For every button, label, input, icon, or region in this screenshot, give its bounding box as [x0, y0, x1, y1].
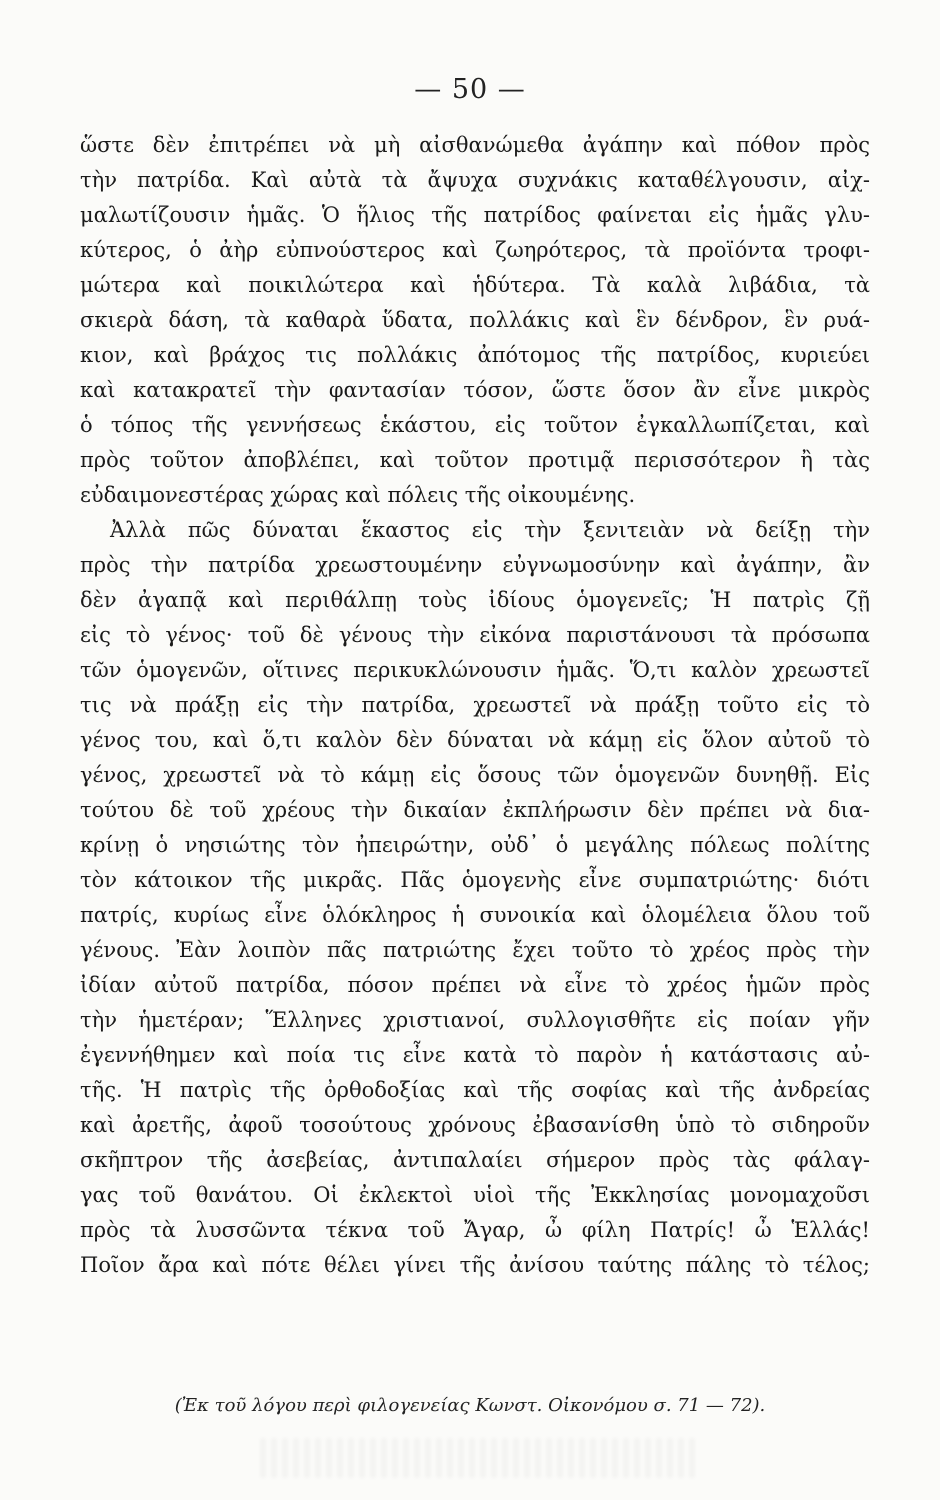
text-line: εἰς τὸ γένος· τοῦ δὲ γένους τὴν εἰκόνα παριστάνουσι τὰ πρόσωπα: [80, 623, 870, 647]
text-line: γένος, χρεωστεῖ νὰ τὸ κάμῃ εἰς ὅσους τῶν ὁμογενῶν δυνηθῇ. Εἰς: [80, 763, 870, 787]
text-line: μαλωτίζουσιν ἡμᾶς. Ὁ ἥλιος τῆς πατρίδος φαίνεται εἰς ἡμᾶς γλυ-: [80, 203, 870, 227]
text-line: πρὸς τοῦτον ἀποβλέπει, καὶ τοῦτον προτιμᾷ περισσότερον ἢ τὰς: [80, 448, 870, 472]
paragraph-1: [80, 128, 870, 513]
text-line: Ποῖον ἄρα καὶ πότε θέλει γίνει τῆς ἀνίσου ταύτης πάλης τὸ τέλος;: [80, 1253, 870, 1277]
text-line: ἰδίαν αὐτοῦ πατρίδα, πόσον πρέπει νὰ εἶνε τὸ χρέος ἡμῶν πρὸς: [80, 973, 870, 997]
text-line: καὶ κατακρατεῖ τὴν φαντασίαν τόσον, ὥστε ὅσον ἂν εἶνε μικρὸς: [80, 378, 870, 402]
body-text: [80, 128, 870, 1283]
text-line: τις νὰ πράξῃ εἰς τὴν πατρίδα, χρεωστεῖ νὰ πράξῃ τοῦτο εἰς τὸ: [80, 693, 870, 717]
text-line: δὲν ἀγαπᾷ καὶ περιθάλπῃ τοὺς ἰδίους ὁμογενεῖς; Ἡ πατρὶς ζῇ: [80, 588, 870, 612]
text-line: τὸν κάτοικον τῆς μικρᾶς. Πᾶς ὁμογενὴς εἶνε συμπατριώτης· διότι: [80, 868, 870, 892]
text-line: Ἀλλὰ πῶς δύναται ἕκαστος εἰς τὴν ξενιτειὰν νὰ δείξῃ τὴν: [110, 518, 870, 542]
text-line: μώτερα καὶ ποικιλώτερα καὶ ἡδύτερα. Τὰ καλὰ λιβάδια, τὰ: [80, 273, 870, 297]
text-line: εὐδαιμονεστέρας χώρας καὶ πόλεις τῆς οἰκουμένης.: [80, 483, 636, 507]
text-line: πατρίς, κυρίως εἶνε ὁλόκληρος ἡ συνοικία καὶ ὁλομέλεια ὅλου τοῦ: [80, 903, 870, 927]
text-line: γένους. Ἐὰν λοιπὸν πᾶς πατριώτης ἔχει τοῦτο τὸ χρέος πρὸς τὴν: [80, 938, 870, 962]
text-line: τὴν ἡμετέραν; Ἕλληνες χριστιανοί, συλλογισθῆτε εἰς ποίαν γῆν: [80, 1008, 870, 1032]
text-line: γας τοῦ θανάτου. Οἱ ἐκλεκτοὶ υἱοὶ τῆς Ἐκκλησίας μονομαχοῦσι: [80, 1183, 870, 1207]
text-line: ἐγεννήθημεν καὶ ποία τις εἶνε κατὰ τὸ παρὸν ἡ κατάστασις αὐ-: [80, 1043, 870, 1067]
source-citation: (Ἐκ τοῦ λόγου περὶ φιλογενείας Κωνστ. Οἰκονόμου σ. 71 — 72).: [174, 1395, 766, 1416]
text-line: τῆς. Ἡ πατρὶς τῆς ὀρθοδοξίας καὶ τῆς σοφίας καὶ τῆς ἀνδρείας: [80, 1078, 870, 1102]
text-line: γένος του, καὶ ὅ,τι καλὸν δὲν δύναται νὰ κάμῃ εἰς ὅλον αὐτοῦ τὸ: [80, 728, 870, 752]
text-line: καὶ ἀρετῆς, ἀφοῦ τοσούτους χρόνους ἐβασανίσθη ὑπὸ τὸ σιδηροῦν: [80, 1113, 870, 1137]
text-line: τὴν πατρίδα. Καὶ αὐτὰ τὰ ἄψυχα συχνάκις καταθέλγουσιν, αἰχ-: [80, 168, 870, 192]
text-line: τούτου δὲ τοῦ χρέους τὴν δικαίαν ἐκπλήρωσιν δὲν πρέπει νὰ δια-: [80, 798, 870, 822]
text-line: κύτερος, ὁ ἀὴρ εὐπνούστερος καὶ ζωηρότερος, τὰ προϊόντα τροφι-: [80, 238, 870, 262]
text-line: πρὸς τὰ λυσσῶντα τέκνα τοῦ Ἄγαρ, ὦ φίλη Πατρίς! ὦ Ἑλλάς!: [80, 1218, 870, 1242]
text-line: σκιερὰ δάση, τὰ καθαρὰ ὕδατα, πολλάκις καὶ ἓν δένδρον, ἓν ρυά-: [80, 308, 870, 332]
text-line: ὥστε δὲν ἐπιτρέπει νὰ μὴ αἰσθανώμεθα ἀγάπην καὶ πόθον πρὸς: [80, 133, 870, 157]
text-line: σκῆπτρον τῆς ἀσεβείας, ἀντιπαλαίει σήμερον πρὸς τὰς φάλαγ-: [80, 1148, 870, 1172]
text-line: τῶν ὁμογενῶν, οἵτινες περικυκλώνουσιν ἡμᾶς. Ὅ,τι καλὸν χρεωστεῖ: [80, 658, 870, 682]
text-line: κρίνῃ ὁ νησιώτης τὸν ἠπειρώτην, οὐδ᾽ ὁ μεγάλης πόλεως πολίτης: [80, 833, 870, 857]
paragraph-2: [80, 513, 870, 1283]
text-line: πρὸς τὴν πατρίδα χρεωστουμένην εὐγνωμοσύνην καὶ ἀγάπην, ἂν: [80, 553, 870, 577]
bleed-through-texture: [260, 1438, 700, 1478]
text-line: κιον, καὶ βράχος τις πολλάκις ἀπότομος τῆς πατρίδος, κυριεύει: [80, 343, 870, 367]
page-number: — 50 —: [414, 74, 526, 105]
text-line: ὁ τόπος τῆς γεννήσεως ἑκάστου, εἰς τοῦτον ἐγκαλλωπίζεται, καὶ: [80, 413, 870, 437]
